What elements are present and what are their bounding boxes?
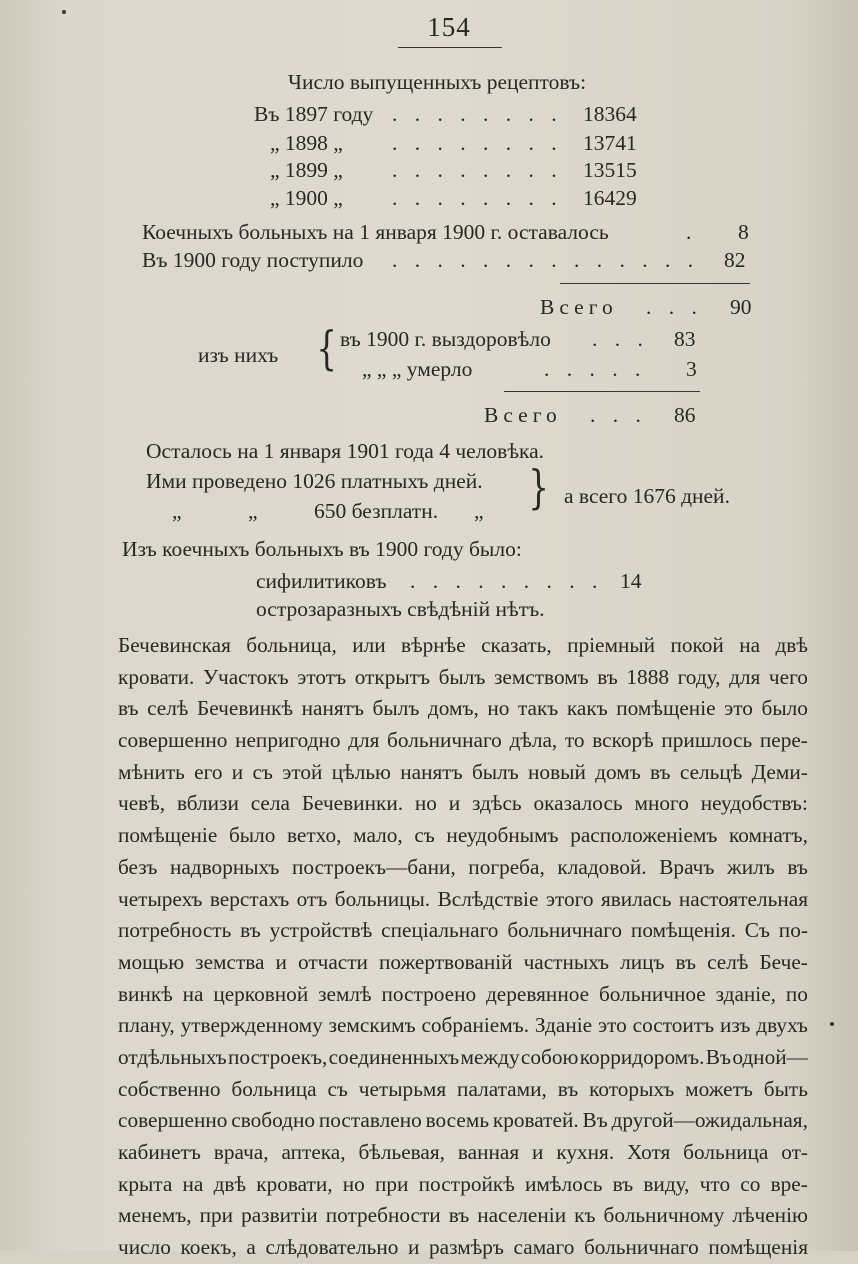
rx-dots-1898: . . . . . . . . [392,131,563,155]
paragraph-line: четырехъ верстахъ отъ больницы. Вслѣдствіе этого явилась настоятельная [118,886,808,911]
admit-line-value: 82 [724,248,746,272]
paragraph-line: винкѣ на церковной землѣ построено деревянное больничное зданіе, по [118,981,808,1006]
disease-heading: Изъ коечныхъ больныхъ въ 1900 году было: [122,537,522,561]
total2-value: 86 [674,403,696,427]
days-free-q3: „ [474,499,484,523]
sum-rule-1 [560,283,750,284]
rx-value-1897: 18364 [583,102,637,126]
stay-line-dots: . [686,220,692,244]
page-number-rule [398,47,502,48]
page-number: 154 [427,12,471,42]
died-value: 3 [686,357,697,381]
rx-heading: Число выпущенныхъ рецептовъ: [288,70,587,94]
rx-value-1899: 13515 [583,158,637,182]
paragraph-line: мощью земства и отчасти пожертвованій частныхъ лицъ въ селѣ Бече- [118,949,808,974]
rx-label-1899: „ 1899 „ [270,158,343,182]
total2-dots: . . . [590,403,647,427]
total2-label: Всего [484,403,562,427]
rx-value-1900: 16429 [583,186,637,210]
total1-value: 90 [730,295,752,319]
paragraph-line: плану, утвержденному земскимъ собраніемъ. Зданіе это состоитъ изъ двухъ [118,1013,808,1038]
paragraph-line: собственно больница съ четырьмя палатами, въ которыхъ можетъ быть [118,1076,808,1101]
syphilis-dots: . . . . . . . . . [410,569,604,593]
rx-label-1898: „ 1898 „ [270,131,343,155]
recovered-value: 83 [674,327,696,351]
rx-dots-1900: . . . . . . . . [392,186,563,210]
infectious-line: острозаразныхъ свѣдѣній нѣтъ. [256,597,545,621]
paragraph-line: помѣщеніе было ветхо, мало, съ неудобнымъ расположеніемъ комнатъ, [118,823,808,848]
syphilis-label: сифилитиковъ [256,569,387,593]
died-text: „ „ „ умерло [362,357,473,381]
paragraph-line: чевѣ, вблизи села Бечевинки. но и здѣсь оказалось много неудобствъ: [118,791,808,816]
paragraph-line: менемъ, при развитіи потребности въ населеніи къ больничному лѣченію [118,1203,808,1228]
ink-dot [830,1022,834,1026]
stay-line-text: Коечныхъ больныхъ на 1 января 1900 г. оставалось [142,220,609,244]
total1-label: Всего [540,295,618,319]
remain-line: Осталось на 1 января 1901 года 4 человѣка. [146,439,545,463]
paragraph-line: въ селѣ Бечевинкѣ нанятъ былъ домъ, но такъ какъ помѣщеніе это было [118,696,808,721]
body-paragraph [118,630,808,1264]
died-dots: . . . . . [544,357,647,381]
paragraph-line: число коекъ, а слѣдовательно и размѣръ самаго больничнаго помѣщенія [118,1235,808,1260]
rx-label-1897: Въ 1897 году [254,102,374,126]
rx-label-1900: „ 1900 „ [270,186,343,210]
paragraph-line: совершенно непригодно для больничнаго дѣла, то вскорѣ пришлось пере- [118,728,808,753]
sum-rule-2 [504,391,700,392]
rx-dots-1897: . . . . . . . . [392,102,563,126]
admit-line-dots: . . . . . . . . . . . . . . [392,248,700,272]
recovered-dots: . . . [592,327,649,351]
days-total: а всего 1676 дней. [564,484,730,508]
stay-line-value: 8 [738,220,749,244]
syphilis-value: 14 [620,569,642,593]
days-free: 650 безплатн. [314,499,439,523]
total1-dots: . . . [646,295,703,319]
rx-value-1898: 13741 [583,131,637,155]
paragraph-line: совершенно свободно поставлено восемь кроватей. Въ другой—ожидальная, [118,1108,808,1133]
left-brace: { [316,321,337,375]
days-free-q2: „ [248,499,258,523]
paragraph-line: отдѣльныхъ построекъ, соединенныхъ между собою корридоромъ. Въ одной— [118,1044,808,1069]
paragraph-line: кровати. Участокъ этотъ открытъ былъ земствомъ въ 1888 году, для чего [118,664,808,689]
paragraph-line: Бечевинская больница, или вѣрнѣе сказать, пріемный покой на двѣ [118,633,808,657]
paragraph-line: кабинетъ врача, аптека, бѣльевая, ванная и кухня. Хотя больница от- [118,1140,808,1164]
of-them-label: изъ нихъ [198,343,279,367]
paragraph-line: крыта на двѣ кровати, но при постройкѣ имѣлось въ виду, что со вре- [118,1171,808,1196]
rx-dots-1899: . . . . . . . . [392,158,563,182]
paragraph-line: потребность въ устройствѣ спеціальнаго больничнаго помѣщенія. Съ по- [118,918,808,943]
days-free-q1: „ [172,499,182,523]
admit-line-text: Въ 1900 году поступило [142,248,364,272]
paragraph-line: мѣнить его и съ этой цѣлью нанятъ былъ новый домъ въ сельцѣ Деми- [118,759,808,784]
days-paid: Ими проведено 1026 платныхъ дней. [146,469,483,493]
recovered-text: въ 1900 г. выздоровѣло [340,327,551,351]
right-brace: } [528,460,549,514]
paragraph-line: безъ надворныхъ построекъ—бани, погреба, кладовой. Врачъ жилъ въ [118,854,808,879]
